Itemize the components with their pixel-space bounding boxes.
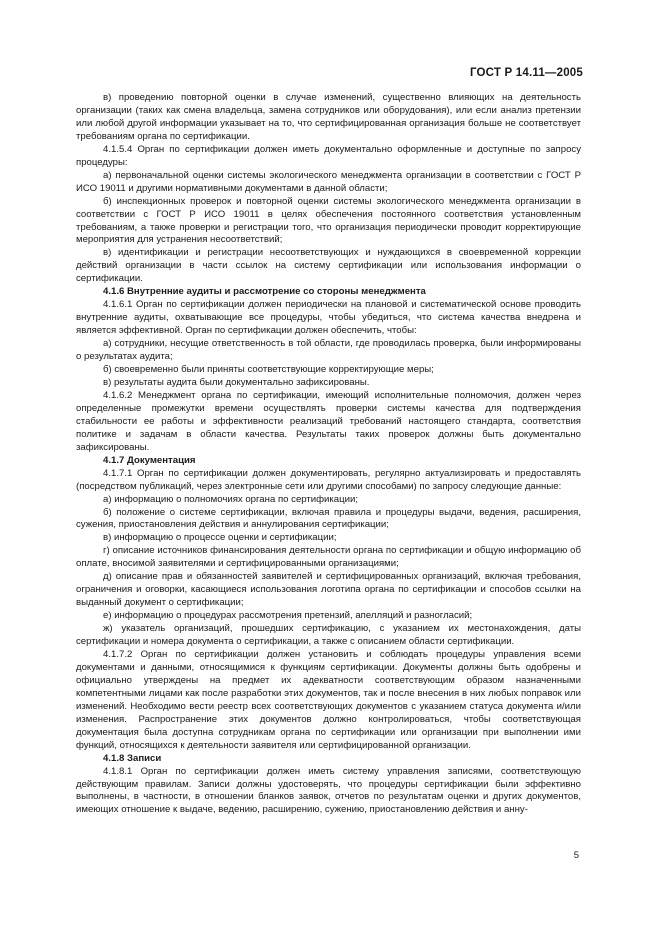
section-heading: 4.1.8 Записи: [103, 752, 162, 764]
paragraph: в) проведению повторной оценки в случае изменений, существенно влияющих на деятельность организации (таких как смена владельца, замена сотрудников или оборудования), или если анализ претензии или любой другой информации указывает на то, что сертифицированная организация больше не соответствует требованиям органа по сертификации.: [76, 92, 581, 142]
document-body: [76, 92, 581, 817]
document-code-header: ГОСТ Р 14.11—2005: [469, 67, 583, 79]
paragraph: ж) указатель организаций, прошедших сертификацию, с указанием их местонахождения, даты сертификации и номера документа о сертификации, а также с описанием области сертификации.: [76, 623, 581, 648]
paragraph: а) первоначальной оценки системы экологического менеджмента организации в соответствии с ГОСТ Р ИСО 19011 и другими нормативными документами в данной области;: [76, 169, 581, 194]
paragraph: г) описание источников финансирования деятельности органа по сертификации и общую информацию об оплате, вносимой заявителями и сертифицированными организациями;: [76, 545, 581, 570]
page-number: 5: [573, 850, 579, 861]
paragraph: д) описание прав и обязанностей заявителей и сертифицированных организаций, включая требования, ограничения и оговорки, касающиеся использования логотипа органа по сертификации и способов ссылки на выданный документ о сертификации;: [76, 571, 581, 609]
paragraph: а) сотрудники, несущие ответственность в той области, где проводилась проверка, были информированы о результатах аудита;: [76, 338, 581, 363]
paragraph: е) информацию о процедурах рассмотрения претензий, апелляций и разногласий;: [103, 610, 473, 622]
paragraph: 4.1.7.1 Орган по сертификации должен документировать, регулярно актуализировать и предоставлять (посредством публикаций, через электронные сети или другими способами) по запросу следующие данные:: [76, 467, 581, 492]
paragraph: 4.1.5.4 Орган по сертификации должен иметь документально оформленные и доступные по запросу процедуры:: [76, 143, 581, 168]
paragraph: в) результаты аудита были документально зафиксированы.: [103, 376, 370, 388]
paragraph: б) положение о системе сертификации, включая правила и процедуры выдачи, ведения, расширения, сужения, приостановления действия и аннулирования сертификации;: [76, 506, 581, 531]
paragraph: 4.1.6.2 Менеджмент органа по сертификации, имеющий исполнительные полномочия, должен через определенные промежутки времени осуществлять проверки системы качества для подтверждения стабильности ее работы и эффективности реализаций требований настоящего стандарта, соответствия политике и задачам в области качества. Результаты таких проверок должны быть документально зафиксированы.: [76, 389, 581, 453]
paragraph: 4.1.8.1 Орган по сертификации должен иметь систему управления записями, соответствующую действующим правилам. Записи должны удостоверять, что процедуры сертификации были эффективно выполнены, в частности, в отношении бланков заявок, отчетов по результатам оценки и других документов, имеющих отношение к выдаче, ведению, расширению, сужению, приостановлению действия и анну-: [76, 765, 581, 816]
section-heading: 4.1.7 Документация: [103, 454, 196, 466]
paragraph: б) инспекционных проверок и повторной оценки системы экологического менеджмента организации в соответствии с ГОСТ Р ИСО 19011 в целях обеспечения постоянного соответствия установленным требованиям, а также проверки и регистрации того, что организация периодически проводит корректирующие мероприятия для устранения несоответствий;: [76, 195, 581, 246]
paragraph: а) информацию о полномочиях органа по сертификации;: [103, 493, 359, 505]
section-heading: 4.1.6 Внутренние аудиты и рассмотрение со стороны менеджмента: [103, 286, 426, 298]
paragraph: б) своевременно были приняты соответствующие корректирующие меры;: [103, 364, 434, 376]
paragraph: в) идентификации и регистрации несоответствующих и нуждающихся в своевременной коррекции действий организации в части ссылок на систему сертификации или использования информации о сертификации.: [76, 247, 581, 285]
paragraph: в) информацию о процессе оценки и сертификации;: [103, 532, 337, 544]
paragraph: 4.1.7.2 Орган по сертификации должен установить и соблюдать процедуры управления всеми документами и данными, относящимися к функциям сертификации. Документы должны быть одобрены и официально утверждены на предмет их адекватности соответствующим образом назначенными компетентными лицами как после разработки этих документов, так и после внесения в них любых поправок или изменений. Необходимо вести реестр всех соответствующих документов с указанием статуса документа и/или изменения. Распространение этих документов должно контролироваться, чтобы соответствующая документация была доступна сотрудникам органа по сертификации или организации при выполнении ими функций, относящихся к деятельности заявителя или сертифицированной организации.: [76, 648, 581, 751]
paragraph: 4.1.6.1 Орган по сертификации должен периодически на плановой и систематической основе проводить внутренние аудиты, охватывающие все процедуры, чтобы убедиться, что система качества внедрена и является эффективной. Орган по сертификации должен обеспечить, чтобы:: [76, 299, 581, 337]
